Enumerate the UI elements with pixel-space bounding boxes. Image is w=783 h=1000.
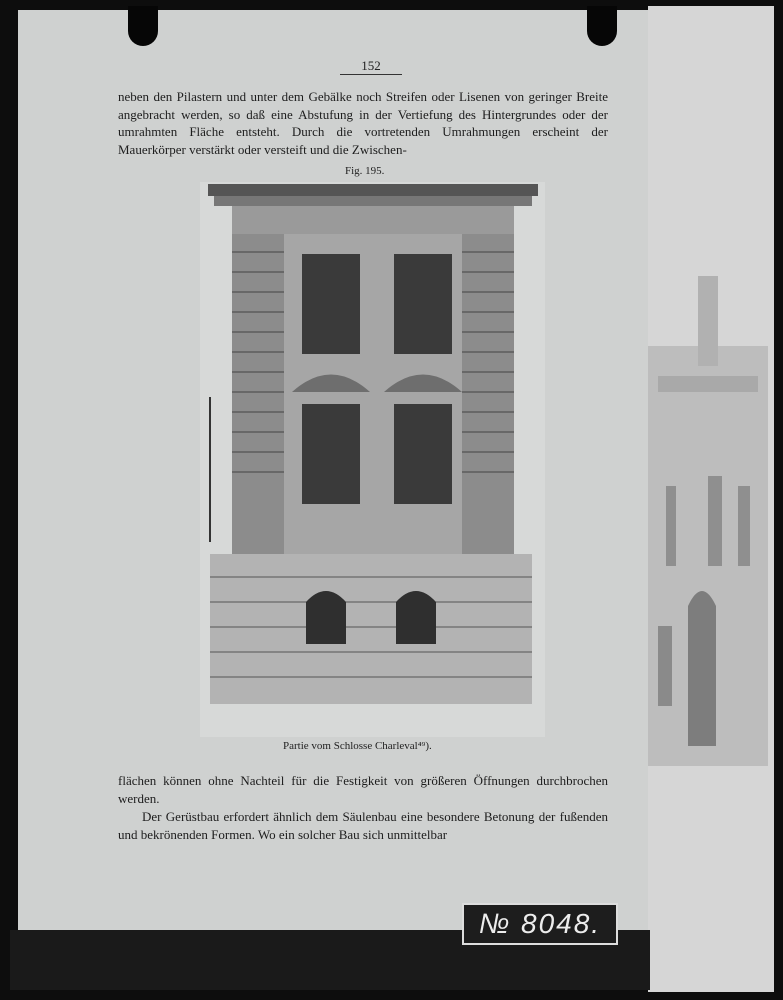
background-photograph — [648, 6, 774, 992]
page-number: 152 — [340, 58, 402, 75]
plate-clip-left — [128, 6, 158, 46]
figure-facade-drawing — [200, 182, 545, 737]
plate-clip-right — [587, 6, 617, 46]
plate-number-label: № 8048. — [462, 903, 618, 945]
paragraph-bottom-1: flächen können ohne Nachteil für die Festigkeit von größeren Öffnungen durchbrochen werden. — [118, 773, 608, 806]
figure-caption: Partie vom Schlosse Charleval⁴⁹). — [283, 740, 432, 752]
paragraph-bottom-2: Der Gerüstbau erfordert ähnlich dem Säulenbau eine besondere Betonung der fußenden und bekrönenden Formen. Wo ein solcher Bau sich unmittelbar — [118, 809, 608, 842]
paragraph-top: neben den Pilastern und unter dem Gebälke noch Streifen oder Lisenen von geringer Breite angebracht werden, so daß eine Abstufung in der Vertiefung des Hintergrundes oder der umrahmten Fläche entsteht. Durch die vortretenden Umrahmungen erscheint der Mauerkörper verstärkt oder versteift und die Zwischen- — [118, 89, 608, 157]
figure-label: Fig. 195. — [345, 165, 385, 177]
